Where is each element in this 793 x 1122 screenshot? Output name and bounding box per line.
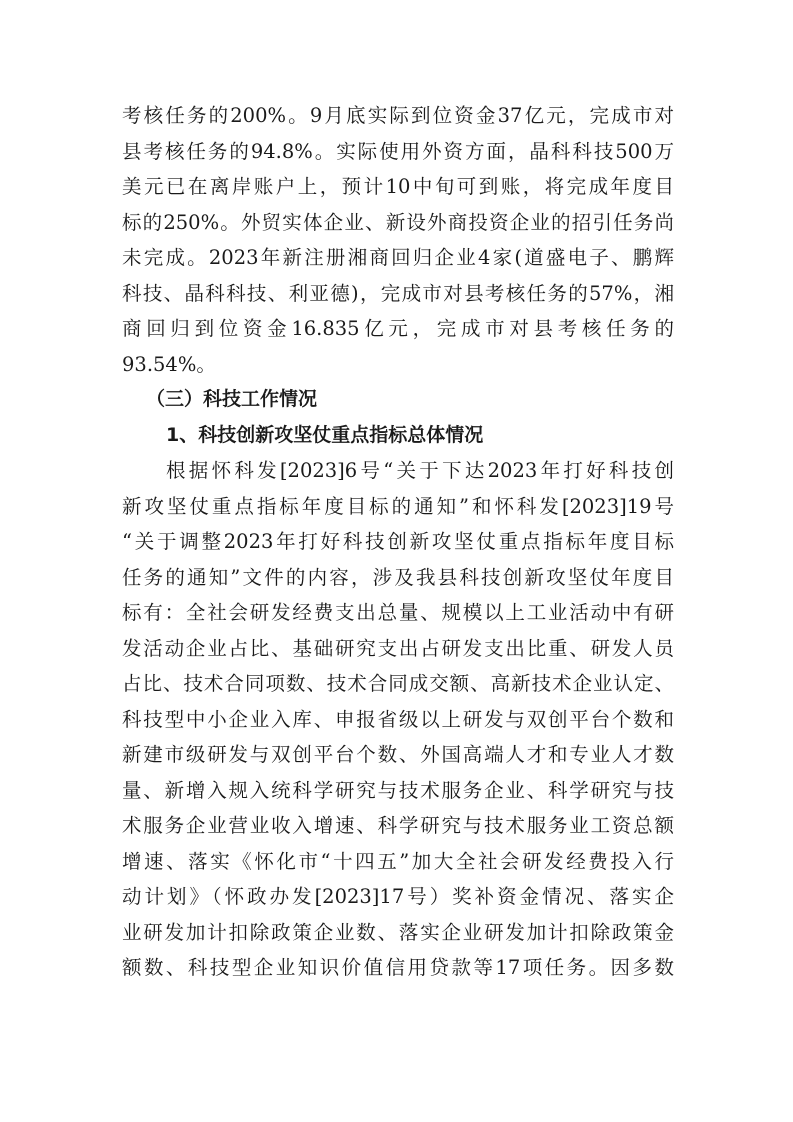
body-line: 新攻坚仗重点指标年度目标的通知”和怀科发[2023]19号 [122,494,674,518]
body-line: 县考核任务的94.8%。实际使用外资方面，晶科科技500万 [122,139,674,163]
body-line: 科技型中小企业入库、申报省级以上研发与双创平台个数和 [122,707,674,731]
body-line: 发活动企业占比、基础研究支出占研发支出比重、研发人员 [122,636,674,660]
section-heading: （三）科技工作情况 [146,388,318,410]
body-line: 商回归到位资金16.835亿元，完成市对县考核任务的 [122,317,674,340]
document-body [122,98,674,986]
body-line: 新建市级研发与双创平台个数、外国高端人才和专业人才数 [122,743,674,766]
body-line: 美元已在离岸账户上，预计10中旬可到账，将完成年度目 [122,175,674,198]
body-line: “关于调整2023年打好科技创新攻坚仗重点指标年度目标 [122,530,674,553]
body-line: 93.54%。 [122,352,216,376]
body-line: 动计划》（怀政办发[2023]17号）奖补资金情况、落实企 [122,885,674,908]
body-line: 术服务企业营业收入增速、科学研究与技术服务业工资总额 [122,814,674,837]
body-line: 任务的通知”文件的内容，涉及我县科技创新攻坚仗年度目 [122,565,674,589]
body-line: 额数、科技型企业知识价值信用贷款等17项任务。因多数 [122,956,674,979]
body-line: 根据怀科发[2023]6号“关于下达2023年打好科技创 [166,459,674,482]
body-line: 标有：全社会研发经费支出总量、规模以上工业活动中有研 [122,601,674,624]
body-line: 未完成。2023年新注册湘商回归企业4家(道盛电子、鹏辉 [122,246,674,269]
body-line: 标的250%。外贸实体企业、新设外商投资企业的招引任务尚 [122,210,674,234]
body-line: 科技、晶科科技、利亚德)，完成市对县考核任务的57%，湘 [122,281,674,305]
body-line: 增速、落实《怀化市“十四五”加大全社会研发经费投入行 [122,849,674,873]
body-line: 量、新增入规入统科学研究与技术服务企业、科学研究与技 [122,778,674,802]
body-line: 考核任务的200%。9月底实际到位资金37亿元，完成市对 [122,104,674,127]
body-line: 占比、技术合同项数、技术合同成交额、高新技术企业认定、 [122,672,674,695]
subsection-heading: 1、科技创新攻坚仗重点指标总体情况 [166,423,484,446]
body-line: 业研发加计扣除政策企业数、落实企业研发加计扣除政策金 [122,920,674,944]
